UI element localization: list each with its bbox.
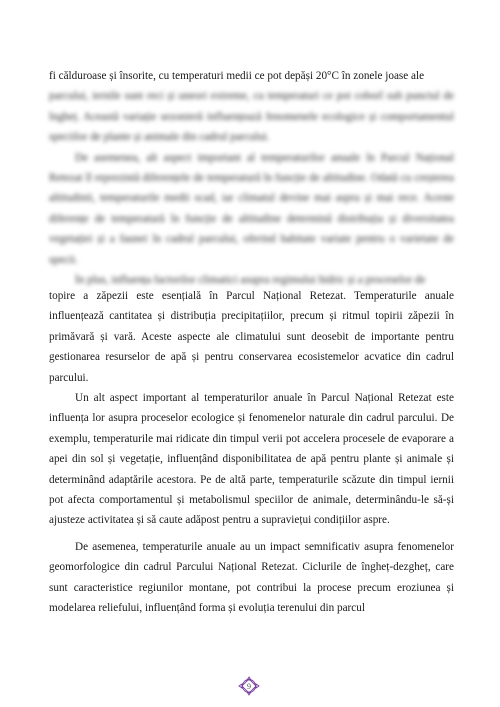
paragraph-ecological-processes: Un alt aspect important al temperaturilor anuale în Parcul Național Retezat este influența lor asupra proceselor ecologice și fenomenelor naturale din cadrul parcului. De exemplu, temperaturile mai ridicate din timpul verii pot accelera procesele de evaporare a apei din sol și vegetație, influențând disponibilitatea de apă pentru plante și animale și determinând adaptările acestora. Pe de altă parte, temperaturile scăzute din timpul iernii pot afecta comportamentul și metabolismul speciilor de animale, determinându-le să-și ajusteze activitatea și să caute adăpost pentru a supraviețui condițiilor aspre. xyxy=(49,392,454,527)
paragraph-hydric-start: În plus, influența factorilor climatici asupra regimului hidric și a proceselor de xyxy=(75,274,426,287)
text-block-top xyxy=(49,66,454,290)
intro-line-sharp: fi călduroase și însorite, cu temperaturi medii ce pot depăși 20°C în zonele joase ale xyxy=(49,70,425,82)
paragraph-intro-rest: parcului, iernile sunt reci și uneori extreme, cu temperaturi ce pot coborî sub punctul de îngheț. Această variație sezonieră influențează fenomenele ecologice și comportamentul speciilor de plante și animale din cadrul parcului. xyxy=(49,90,454,144)
page-number: 9 xyxy=(247,681,251,691)
paragraph-geomorphology: De asemenea, temperaturile anuale au un impact semnificativ asupra fenomenelor geomorfologice din cadrul Parcului Național Retezat. Ciclurile de îngheț-dezgheț, care sunt caracteristice regiunilor montane, pot contribui la procese precum eroziunea și modelarea reliefului, influențând forma și evoluția terenului din parcul xyxy=(49,540,454,615)
paragraph-altitude: De asemenea, alt aspect important al temperaturilor anuale în Parcul Național Retezat îl reprezintă diferențele de temperatură în funcție de altitudine. Odată cu creșterea altitudinii, temperaturile medii scad, iar climatul devine mai aspru și mai rece. Aceste diferențe de temperatură în funcție de altitudine determină distribuția și diversitatea vegetației și a faunei în cadrul parcului, oferind habitate variate pentru o varietate de specii. xyxy=(49,151,454,266)
text-block-main xyxy=(49,286,454,619)
paragraph-intro-first-line xyxy=(49,66,454,86)
page-footer xyxy=(236,676,262,696)
paragraph-hydric-continuation: topire a zăpezii este esențială în Parcul Național Retezat. Temperaturile anuale influențează cantitatea și distribuția precipitațiilor, precum și ritmul topirii zăpezii în primăvară și vară. Aceste aspecte ale climatului sunt deosebit de importante pentru gestionarea resurselor de apă și pentru conservarea ecosistemelor acvatice din cadrul parcului. xyxy=(49,290,454,384)
